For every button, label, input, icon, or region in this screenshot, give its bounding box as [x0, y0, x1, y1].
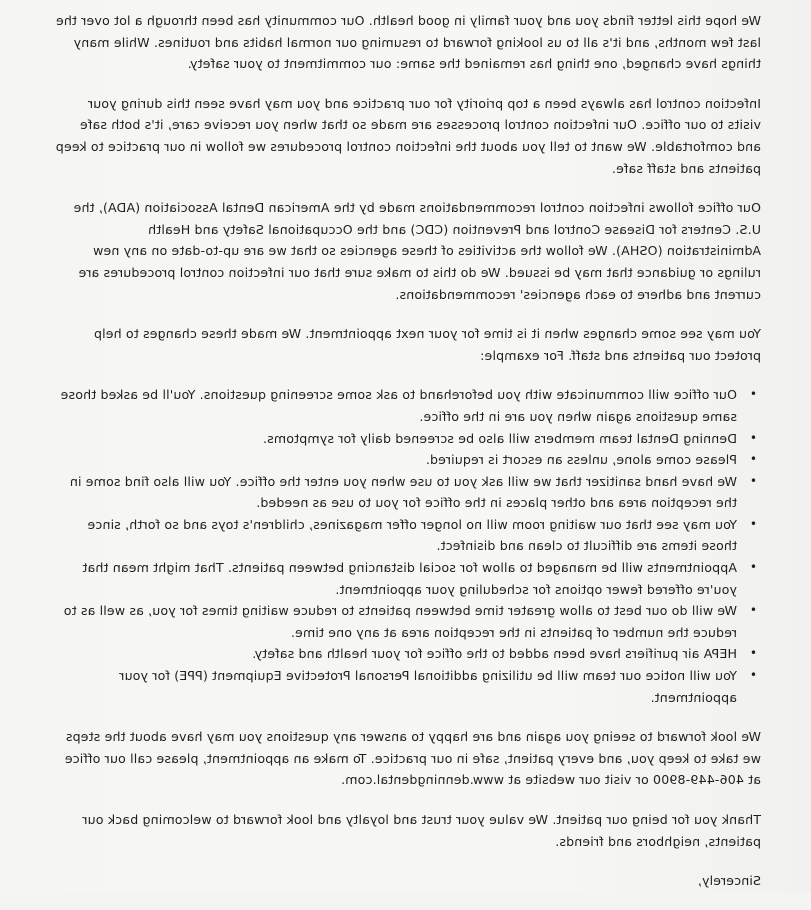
infection-control-paragraph: Infection control has always been a top priority for our practice and you may have seen this during your visits to our office. Our infection control processes are made so that when you receive care, it's both safe and comfortable. We want to tell you about the infection control procedures we follow in our practice to keep patients and staff safe.: [55, 95, 761, 176]
bullet-icon: •: [749, 452, 757, 467]
changes-list: [55, 384, 761, 708]
appointment-paragraph: We look forward to seeing you again and are happy to answer any questions you may have about the steps we take to keep you, and every patient, safe in our practice. To make an appointment, please call our office at 406-449-8900 or visit our website at www.denningdental.com.: [64, 729, 761, 788]
bullet-icon: •: [749, 473, 757, 488]
list-item: [55, 557, 757, 600]
agencies-paragraph: Our office follows infection control recommendations made by the American Dental Association (ADA), the U.S. Centers for Disease Control and Prevention (CDC) and the Occupational Safety and Health Administration (OSHA). We follow the activities of these agencies so that we are up-to-date on any new rulings or guidance that may be issued. We do this to make sure that our infection control procedures are current and adhere to each agencies' recommendations.: [73, 200, 761, 302]
bullet-icon: •: [749, 603, 757, 618]
bullet-icon: •: [749, 646, 757, 661]
list-item-text: Denning Dental team members will also be screened daily for symptoms.: [262, 430, 737, 446]
list-item-text: Please come alone, unless an escort is required.: [425, 452, 737, 468]
letter-body: [55, 10, 761, 910]
bullet-icon: •: [749, 430, 757, 445]
list-item: [55, 600, 757, 643]
intro-paragraph: We hope this letter finds you and your family in good health. Our community has been through a lot over the last few months, and it's all to us looking forward to resuming our normal habits and routines. While many things have changed, one thing has remained the same: our commitment to your safety.: [55, 13, 761, 72]
list-item: [55, 471, 757, 514]
thank-you-paragraph: Thank you for being our patient. We value your trust and loyalty and look forward to welcoming back our patients, neighbors and friends.: [82, 812, 761, 849]
bullet-icon: •: [749, 387, 757, 402]
list-item-text: You may see that our waiting room will no longer offer magazines, children's toys and so forth, since those items are difficult to clean and disinfect.: [87, 516, 737, 554]
bullet-icon: •: [749, 516, 757, 531]
list-item: [55, 449, 757, 471]
list-item: [55, 643, 757, 665]
list-item-text: We have hand sanitizer that we will ask you to use when you enter the office. You will also find some in the reception area and other places in the office for you to use as needed.: [69, 473, 737, 511]
bullet-icon: •: [749, 668, 757, 683]
list-item-text: HEPA air purifiers have been added to the office for your health and safety.: [252, 646, 737, 662]
changes-paragraph: You may see some changes when it is time for your next appointment. We made these changes to help protect our patients and staff. For example:: [93, 326, 761, 363]
list-item: [55, 665, 757, 708]
list-item-text: Our office will communicate with you beforehand to ask some screening questions. You'll be asked those same questions again when you are in the office.: [60, 387, 737, 424]
bullet-icon: •: [749, 560, 757, 575]
list-item-text: You will notice our team will be utilizing additional Personal Protective Equipment (PPE) for your appointment.: [119, 668, 737, 705]
list-item: [55, 428, 757, 450]
list-item-text: We will do our best to allow greater time between patients to reduce waiting times for you, as well as to reduce the number of patients in the reception area at any one time.: [63, 603, 737, 640]
signoff: Sincerely,: [697, 873, 761, 889]
list-item: [55, 384, 757, 427]
list-item: [55, 514, 757, 557]
list-item-text: Appointments will be managed to allow for social distancing between patients. That might mean that you're offered fewer options for scheduling your appointment.: [82, 560, 737, 597]
